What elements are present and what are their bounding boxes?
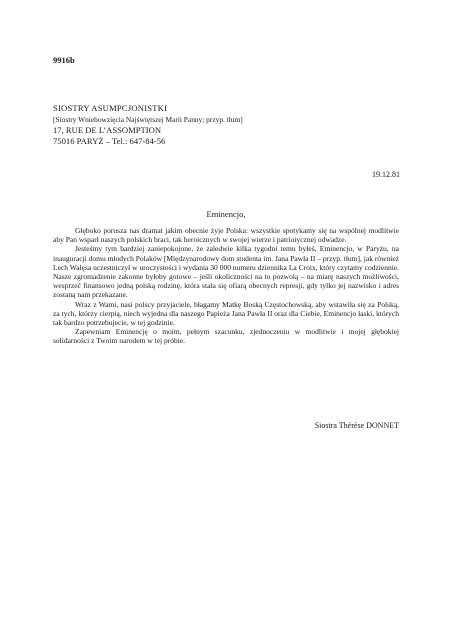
body-paragraph: Jesteśmy tym bardziej zaniepokojone, że zaledwie kilka tygodni temu byłeś, Eminencjo, w Paryżu, na inauguracji domu młodych Polaków [Międzynarodowy dom studenta im. Jana Pawła II – przyp. tłum], jak również Lech Wałęsa uczestniczył w uroczystości i wydania 30 000 numeru dziennika La Croix, który czytamy codziennie. Nasze zgromadzenie zakonne byłoby gotowe – jeśli okoliczności na to pozwolą – na miarę naszych możliwości, wesprzeć finansowo jedną polską rodzinę, która stała się ofiarą obecnych represji, gdy tylko jej nazwisko i adres zostaną nam przekazane. bbox=[53, 244, 399, 300]
sender-name: SIOSTRY ASUMPCJONISTKI bbox=[53, 103, 168, 113]
sender-translator-note: [Siostry Wniebowzięcia Najświętszej Marii Panny; przyp. tłum] bbox=[53, 115, 243, 124]
document-number: 9916b bbox=[53, 55, 75, 65]
sender-street: 17, RUE DE L’ASSOMPTION bbox=[53, 125, 162, 135]
sender-address-block bbox=[53, 103, 243, 147]
body-paragraph: Wraz z Wami, nasi polscy przyjaciele, błagamy Matkę Boską Częstochowską, aby wstawiła się za Polską, za tych, którzy cierpią, niech wyjedna dla naszego Papieża Jana Pawła II oraz dla Ciebie, Eminencjo łaski, których tak bardzo potrzebujecie, w tej godzinie. bbox=[53, 299, 399, 328]
body-paragraph: Głęboko porusza nas dramat jakim obecnie żyje Polska: wszystkie spotykamy się na wspólnej modlitwie aby Pan wsparł naszych polskich braci, tak heroicznych w swojej wierze i patriotycznej odwadze. bbox=[53, 226, 399, 245]
signature: Siostra Thérèse DONNET bbox=[314, 421, 399, 430]
letter-body bbox=[53, 226, 399, 346]
letter-date: 19.12.81 bbox=[372, 170, 400, 179]
body-paragraph: Zapewniam Eminencję o moim, pełnym szacunku, zjednoczeniu w modlitwie i mojej głębokiej solidarności z Twoim narodem w tej próbie. bbox=[53, 327, 399, 346]
salutation: Eminencjo, bbox=[206, 209, 246, 219]
sender-city-phone: 75016 PARYŻ – Tel.: 647-84-56 bbox=[53, 136, 166, 146]
